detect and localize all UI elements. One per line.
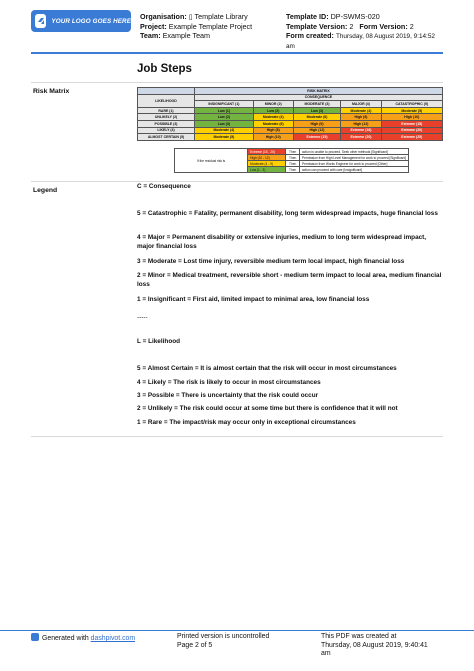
matrix-row-label: ALMOST CERTAIN (5) [138,134,195,141]
matrix-cell: Low (1) [195,107,254,114]
legend-l3: 3 = Possible = There is uncertainty that the risk could occur [137,392,319,399]
matrix-column-header: INSIGNIFICANT (1) [195,101,254,108]
dashpivot-link[interactable]: dashpivot.com [90,635,136,642]
matrix-row-label: RARE (1) [138,107,195,114]
key-level: Moderate (4 - 9) [248,161,286,167]
key-level: High (10 - 12) [248,155,286,161]
project-value: Example Template Project [168,21,253,31]
template-version-label: Template Version: [286,21,348,31]
matrix-cell: High (12) [293,127,341,134]
risk-matrix-image [137,87,443,141]
consequence-header: CONSEQUENCE [195,94,443,101]
likelihood-header: LIKELIHOOD [138,94,195,107]
key-action: action is unable to proceed. Seek other methods [Significant] [300,149,409,155]
legend-c3: 3 = Moderate = Lost time injury, reversible medium term local impact, high financial loss [137,258,405,265]
legend-l1: 1 = Rare = The impact/risk may occur only in exceptional circumstances [137,419,356,426]
matrix-row-label: UNLIKELY (2) [138,114,195,121]
matrix-cell: Low (3) [293,107,341,114]
logo-mark-icon [35,14,46,28]
matrix-cell: Low (2) [253,107,293,114]
matrix-cell: Extreme (20) [341,134,381,141]
legend-consequence-title: C = Consequence [137,183,191,190]
header-project-info [140,12,280,41]
section-divider [31,82,443,83]
key-action: Permission from Works Engineer for work to proceed [Other] [300,161,409,167]
section-divider [31,181,443,182]
key-action: action can proceed with care [Insignificant] [300,167,409,173]
pdf-created-date-cont: am [321,650,331,657]
matrix-cell: Moderate (6) [293,114,341,121]
matrix-cell: Extreme (16) [341,127,381,134]
form-created-value: Thursday, 08 August 2019, 9:14:52 [335,33,435,40]
matrix-row [138,134,443,141]
company-logo [31,10,131,32]
legend-c1: 1 = Insignificant = First aid, limited impact to minimal area, low financial loss [137,296,370,303]
printed-notice: Printed version is uncontrolled [177,633,270,640]
footer-created [321,633,461,659]
matrix-cell: High (9) [293,120,341,127]
risk-action-key [174,148,409,173]
legend-l5: 5 = Almost Certain = It is almost certain that the risk will occur in most circumstances [137,365,397,372]
matrix-row [138,114,443,121]
matrix-cell: Low (2) [195,114,254,121]
matrix-row-label: LIKELY (4) [138,127,195,134]
matrix-cell: Low (3) [195,120,254,127]
matrix-row [138,107,443,114]
matrix-cell: High (8) [253,127,293,134]
project-label: Project: [140,21,167,31]
key-header: If the residual risk is [175,149,248,173]
template-id-value: DP-SWMS-020 [330,12,380,21]
dashpivot-icon [31,633,39,641]
matrix-cell: Extreme (25) [381,134,442,141]
matrix-cell: Moderate (4) [341,107,381,114]
form-version-value: 2 [409,21,414,31]
key-then: Then [286,149,300,155]
form-version-label: Form Version: [359,21,408,31]
template-id-label: Template ID: [286,12,329,21]
matrix-column-header: MAJOR (4) [341,101,381,108]
footer-printed [177,633,269,650]
matrix-cell: Extreme (15) [293,134,341,141]
matrix-column-header: MINOR (2) [253,101,293,108]
legend-divider: ----- [137,314,148,321]
legend-likelihood-title: L = Likelihood [137,338,181,345]
matrix-cell: Moderate (4) [253,114,293,121]
team-value: Example Team [162,31,211,40]
matrix-cell: High (12) [341,120,381,127]
legend-label: Legend [33,187,58,194]
legend-c4: 4 = Major = Permanent disability or extensive injuries, medium to long term widespread impact, major financial loss [137,234,427,250]
matrix-cell: Moderate (5) [381,107,442,114]
legend-l4: 4 = Likely = The risk is likely to occur in most circumstances [137,379,321,386]
footer-generated [31,633,135,644]
page-number: Page 2 of 5 [177,641,213,649]
matrix-cell: Extreme (15) [381,120,442,127]
key-level: Extreme (15 - 25) [248,149,286,155]
legend-c2: 2 = Minor = Medical treatment, reversible short - medium term impact to local area, medium financial loss [137,272,442,288]
key-then: Then [286,161,300,167]
matrix-cell: High (8) [341,114,381,121]
legend-c5: 5 = Catastrophic = Fatality, permanent disability, long term widespread impacts, huge financial loss [137,210,438,217]
section-divider [31,436,443,437]
key-then: Then [286,155,300,161]
matrix-cell: Extreme (20) [381,127,442,134]
matrix-corner [138,88,195,95]
matrix-column-header: CATASTROPHIC (5) [381,101,442,108]
logo-text: YOUR LOGO GOES HERE [51,17,131,25]
generated-prefix: Generated with [42,635,91,642]
key-level: Low (1 - 3) [248,167,286,173]
page-header [0,0,474,54]
form-created-value-cont: am [286,42,295,50]
team-label: Team: [140,31,161,40]
risk-matrix-label: Risk Matrix [33,88,70,95]
footer-divider [0,630,474,631]
matrix-row [138,127,443,134]
page-title: Job Steps [137,63,192,75]
template-version-value: 2 [349,21,354,31]
matrix-cell: High (10) [253,134,293,141]
header-template-info [286,12,446,51]
matrix-cell: Moderate (4) [195,127,254,134]
header-divider [31,52,443,54]
matrix-cell: Moderate (5) [195,134,254,141]
pdf-created-date: Thursday, 08 August 2019, 9:40:41 [321,641,428,649]
matrix-row-label: POSSIBLE (3) [138,120,195,127]
form-created-label: Form created: [286,31,334,40]
matrix-cell: Moderate (6) [253,120,293,127]
legend-l2: 2 = Unlikely = The risk could occur at some time but there is confidence that it will not [137,405,398,412]
matrix-row [138,120,443,127]
organisation-value: ▯ Template Library [188,12,248,21]
organisation-label: Organisation: [140,12,187,21]
key-action: Permission from High Level Management for work to proceed [Significant] [300,155,409,161]
matrix-column-header: MODERATE (3) [293,101,341,108]
matrix-cell: High (10) [381,114,442,121]
pdf-created-label: This PDF was created at [321,633,397,640]
key-then: Then [286,167,300,173]
matrix-title: RISK MATRIX [195,88,443,95]
